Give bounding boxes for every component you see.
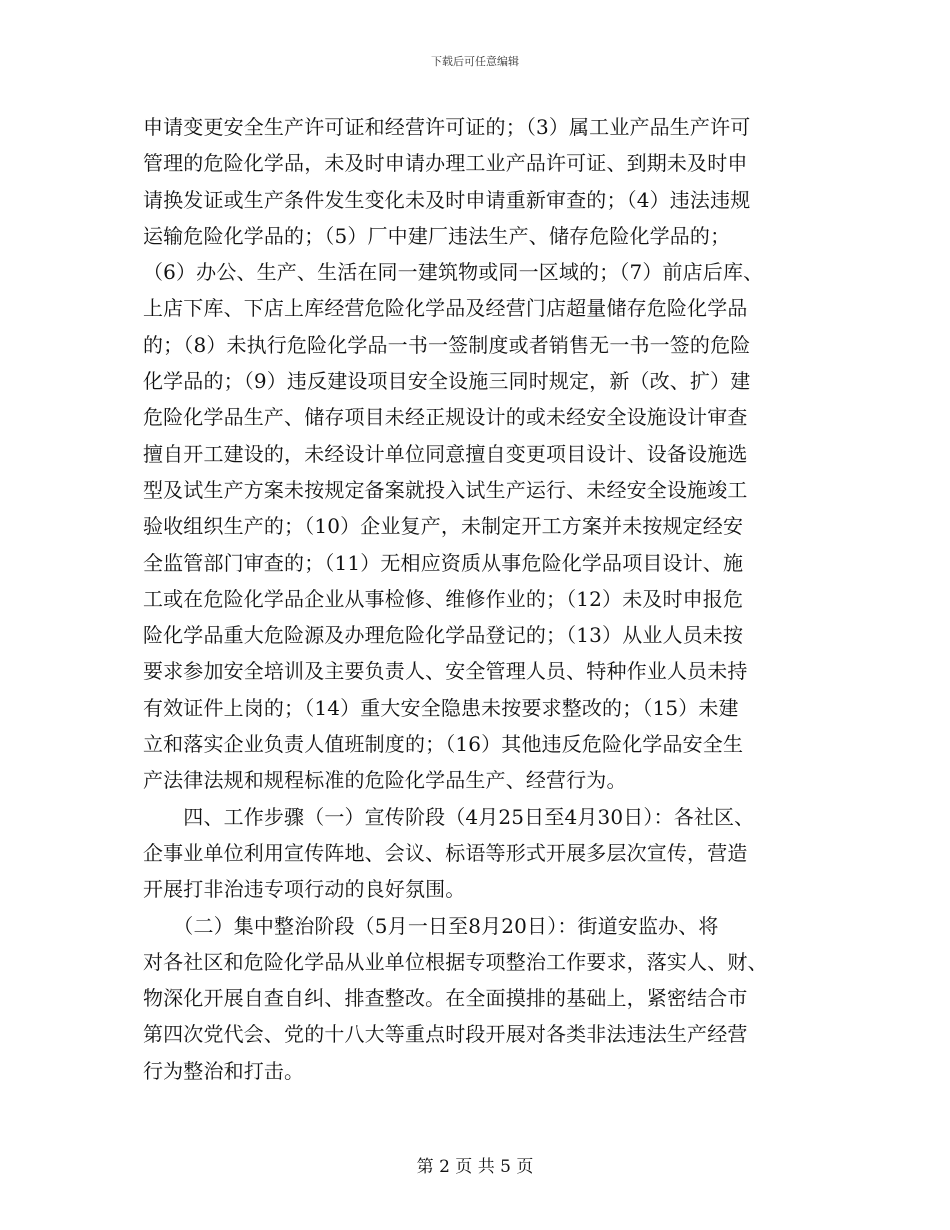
text-line: 开展打非治违专项行动的良好氛围。 [143, 877, 466, 902]
text-line: 四、工作步骤（一）宣传阶段（4月25日至4月30日）：各社区、 [143, 804, 755, 829]
text-line: 企事业单位利用宣传阵地、会议、标语等形式开展多层次宣传，营造 [143, 840, 748, 865]
text-line: 管理的危险化学品，未及时申请办理工业产品许可证、到期未及时申 [143, 151, 748, 176]
text-line: 工或在危险化学品企业从事检修、维修作业的；（12）未及时申报危 [143, 586, 744, 611]
page-header-note: 下载后可任意编辑 [431, 55, 519, 68]
text-line: 申请变更安全生产许可证和经营许可证的；（3）属工业产品生产许可 [143, 115, 751, 139]
text-line: 对各社区和危险化学品从业单位根据专项整治工作要求，落实人、财、 [143, 949, 768, 974]
text-line: 险化学品重大危险源及办理危险化学品登记的；（13）从业人员未按 [143, 623, 744, 648]
text-line: 全监管部门审查的；（11）无相应资质从事危险化学品项目设计、施 [143, 550, 744, 575]
text-line: （6）办公、生产、生活在同一建筑物或同一区域的；（7）前店后库、 [143, 260, 764, 285]
text-line: 运输危险化学品的；（5）厂中建厂违法生产、储存危险化学品的； [143, 223, 731, 248]
text-line: 产法律法规和规程标准的危险化学品生产、经营行为。 [143, 768, 627, 793]
text-line: 型及试生产方案未按规定备案就投入试生产运行、未经安全设施竣工 [143, 477, 748, 502]
text-line: 验收组织生产的；（10）企业复产，未制定开工方案并未按规定经安 [143, 514, 744, 539]
text-line: 行为整治和打击。 [143, 1058, 305, 1083]
text-line: 上店下库、下店上库经营危险化学品及经营门店超量储存危险化学品 [143, 296, 748, 321]
text-line: （二）集中整治阶段（5月一日至8月20日）：街道安监办、将 [143, 913, 719, 938]
text-line: 要求参加安全培训及主要负责人、安全管理人员、特种作业人员未持 [143, 659, 748, 684]
text-line: 立和落实企业负责人值班制度的；（16）其他违反危险化学品安全生 [143, 732, 744, 757]
text-line: 擅自开工建设的，未经设计单位同意擅自变更项目设计、设备设施选 [143, 441, 748, 466]
text-line: 有效证件上岗的；（14）重大安全隐患未按要求整改的；（15）未建 [143, 695, 739, 720]
text-line: 危险化学品生产、储存项目未经正规设计的或未经安全设施设计审查 [143, 405, 748, 430]
document-body [143, 109, 823, 1089]
text-line: 请换发证或生产条件发生变化未及时申请重新审查的；（4）违法违规 [143, 187, 751, 212]
text-line: 物深化开展自查自纠、排查整改。在全面摸排的基础上，紧密结合市 [143, 986, 748, 1011]
text-line: 化学品的；（9）违反建设项目安全设施三同时规定，新（改、扩）建 [143, 369, 751, 394]
text-line: 的；（8）未执行危险化学品一书一签制度或者销售无一书一签的危险 [143, 332, 751, 357]
page-number-footer: 第 2 页 共 5 页 [416, 1157, 534, 1177]
text-line: 第四次党代会、党的十八大等重点时段开展对各类非法违法生产经营 [143, 1022, 748, 1047]
